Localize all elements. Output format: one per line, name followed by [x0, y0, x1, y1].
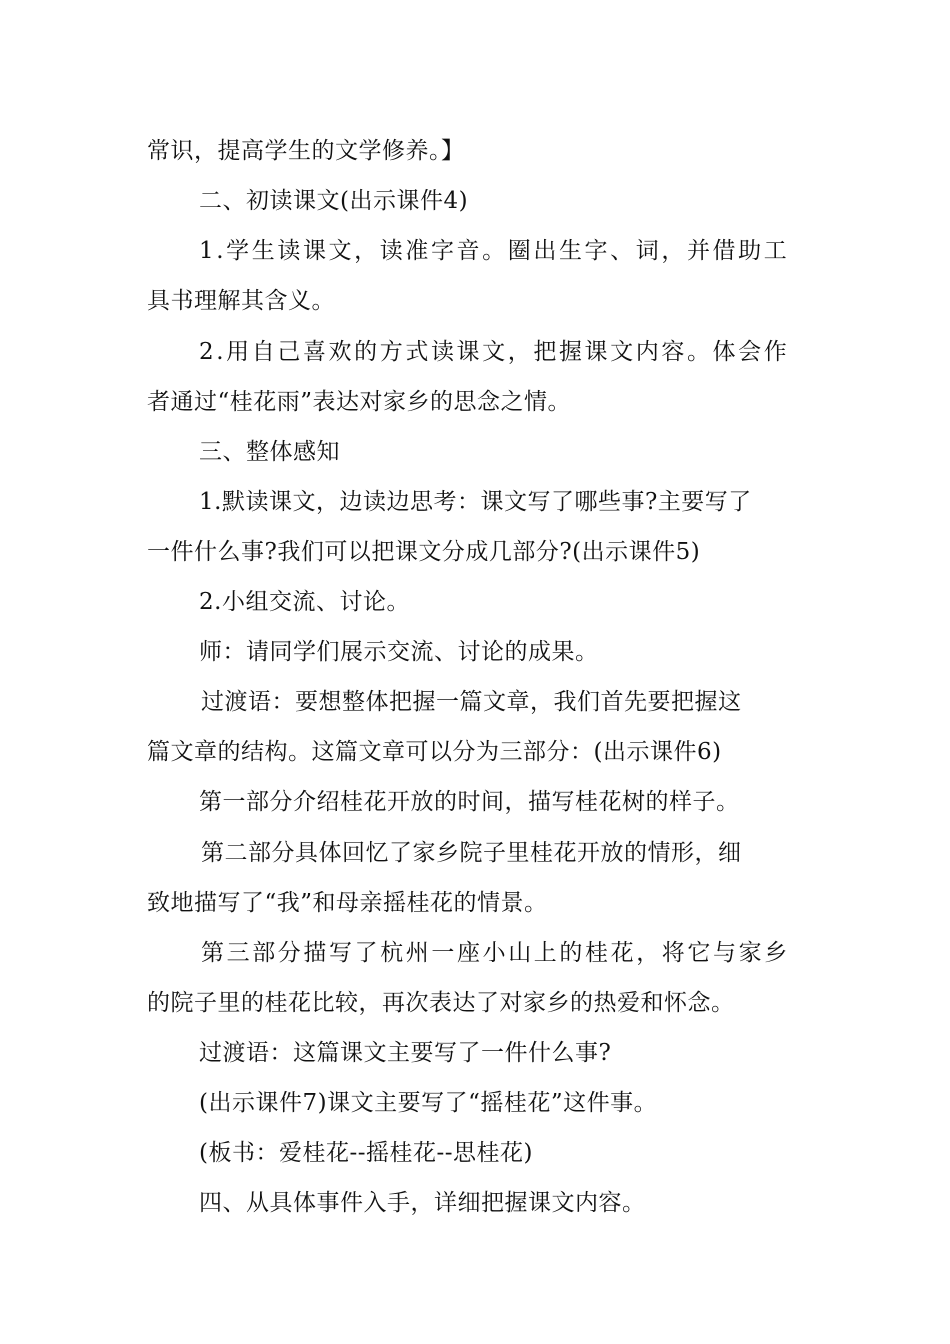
text-line-4: 具书理解其含义。 [147, 288, 335, 314]
text-line-11: 师：请同学们展示交流、讨论的成果。 [199, 639, 599, 665]
text-line-21: (板书：爱桂花--摇桂花--思桂花) [199, 1140, 534, 1166]
text-line-15: 第二部分具体回忆了家乡院子里桂花开放的情形，细 [201, 840, 742, 866]
section-heading-4: 四、从具体事件入手，详细把握课文内容。 [199, 1190, 646, 1216]
text-line-6: 者通过“桂花雨”表达对家乡的思念之情。 [147, 389, 572, 415]
text-line-16: 致地描写了“我”和母亲摇桂花的情景。 [147, 890, 548, 916]
text-line-20: (出示课件7)课文主要写了“摇桂花”这件事。 [199, 1090, 658, 1116]
text-line-9: 一件什么事?我们可以把课文分成几部分?(出示课件5) [147, 539, 701, 565]
text-line-12: 过渡语：要想整体把握一篇文章，我们首先要把握这 [201, 689, 742, 715]
text-line-19: 过渡语：这篇课文主要写了一件什么事? [199, 1040, 612, 1066]
text-line-1: 常识，提高学生的文学修养。】 [147, 138, 465, 164]
text-line-10: 2.小组交流、讨论。 [199, 589, 410, 615]
text-line-8: 1.默读课文，边读边思考：课文写了哪些事?主要写了 [199, 489, 752, 515]
section-heading-3: 三、整体感知 [199, 439, 340, 465]
text-line-14: 第一部分介绍桂花开放的时间，描写桂花树的样子。 [199, 789, 740, 815]
text-line-5: 2.用自己喜欢的方式读课文，把握课文内容。体会作 [199, 339, 790, 365]
section-heading-2: 二、初读课文(出示课件4) [199, 188, 469, 214]
text-line-13: 篇文章的结构。这篇文章可以分为三部分：(出示课件6) [147, 739, 722, 765]
text-line-17: 第三部分描写了杭州一座小山上的桂花，将它与家乡 [201, 940, 790, 966]
text-line-3: 1.学生读课文，读准字音。圈出生字、词，并借助工 [199, 238, 790, 264]
text-line-18: 的院子里的桂花比较，再次表达了对家乡的热爱和怀念。 [147, 990, 735, 1016]
